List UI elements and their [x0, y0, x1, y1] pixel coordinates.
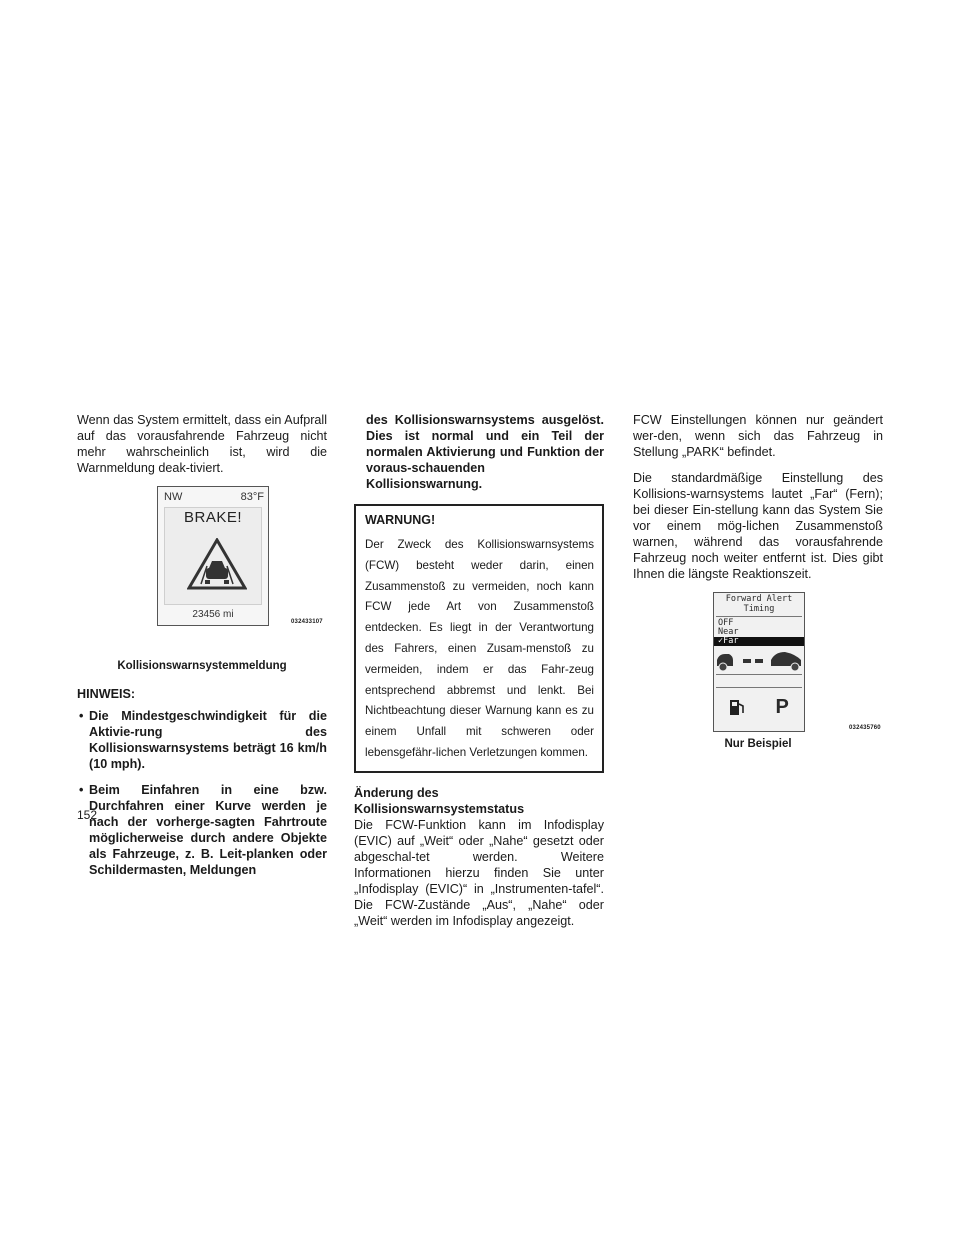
- cluster-display: [157, 486, 269, 626]
- warning-text: Der Zweck des Kollisionswarnsystems (FCW) besteht weder darin, einen Zusammenstoß zu vermeiden, noch kann FCW jede Art von Zusammenstoß entdecken. Es liegt in der Verantwortung des Fahrers, einen Zusam-menstoß zu vermeiden, indem er das Fahr-zeug entsprechend abbremst und lenkt. Bei Nichtbeachtung dieser Warnung kann es zu einem Unfall mit schweren oder lebensgefähr-lichen Verletzungen kommen.: [365, 538, 594, 759]
- compass-heading: NW: [164, 491, 183, 503]
- list-item: • Beim Einfahren in eine bzw. Durchfahren einer Kurve werden je nach der vorherge-sagten Fahrtroute möglicherweise durch andere Objekte als Fahrzeuge, z. B. Leit-planken oder Schildermasten, Meldungen: [79, 783, 327, 877]
- outside-temperature: 83°F: [240, 491, 264, 503]
- column-2: [354, 412, 604, 939]
- collision-warning-icon: [187, 538, 247, 590]
- brake-label: BRAKE!: [183, 509, 243, 526]
- option-far-selected: ✓Far: [714, 637, 804, 646]
- figure-code: 032433107: [291, 619, 323, 625]
- figure-caption: Nur Beispiel: [724, 738, 792, 750]
- collision-warning-figure: [77, 486, 327, 654]
- warning-title: WARNUNG!: [365, 513, 436, 527]
- warning-box: [354, 504, 604, 773]
- section-title: Änderung des Kollisionswarnsystemstatus: [354, 785, 525, 816]
- bullet-icon: •: [79, 783, 84, 797]
- display-title: Forward Alert Timing: [725, 594, 793, 614]
- option-off: OFF: [718, 618, 734, 628]
- note-title: HINWEIS:: [77, 687, 136, 701]
- intro-paragraph: Wenn das System ermittelt, dass ein Aufprall auf das vorausfahrende Fahrzeug nicht mehr wahrscheinlich ist, wird die Warnmeldung deak-tiviert.: [77, 413, 327, 475]
- default-setting-paragraph: Die standardmäßige Einstellung des Kollisions-warnsystems lautet „Far“ (Fern); bei dieser Ein-stellung kann das System Sie vor einem mög-lichen Zusammenstoß warnen, während das vorausfahrende Fahrzeug noch weiter entfernt ist. Dies gibt Ihnen die längste Reaktionszeit.: [633, 471, 883, 581]
- figure-caption: Kollisionswarnsystemmeldung: [117, 660, 287, 672]
- fuel-pump-icon: [729, 698, 745, 716]
- vehicle-distance-icon: [715, 648, 803, 672]
- park-paragraph: FCW Einstellungen können nur geändert wer-den, wenn sich das Fahrzeug in Stellung „PARK“ befindet.: [633, 413, 883, 459]
- column-1: [77, 412, 327, 888]
- section-paragraph: Die FCW-Funktion kann im Infodisplay (EVIC) auf „Weit“ oder „Nahe“ gesetzt oder abgeschal-tet werden. Weitere Informationen hierzu finden Sie unter „Infodisplay (EVIC)“ in „Instrumenten-tafel“. Die FCW-Zustände „Aus“, „Nahe“ oder „Weit“ werden im Infodisplay angezeigt.: [354, 817, 604, 928]
- odometer: 23456 mi: [192, 609, 234, 620]
- option-near: Near: [718, 627, 739, 637]
- figure-code: 032435760: [849, 725, 881, 731]
- list-item: • Die Mindestgeschwindigkeit für die Aktivie-rung des Kollisionswarnsystems beträgt 16 km/h (10 mph).: [79, 709, 327, 771]
- bullet-continuation: des Kollisionswarnsystems ausgelöst. Dies ist normal und ein Teil der normalen Aktivierung und Funktion der voraus-schauenden Kollisionswarnung.: [366, 413, 604, 491]
- brake-warning-panel: [164, 507, 262, 605]
- gear-indicator: P: [775, 696, 789, 718]
- forward-alert-figure: [633, 592, 883, 734]
- bullet-icon: •: [79, 709, 84, 723]
- column-3: [633, 412, 883, 752]
- page-number: 152: [77, 808, 98, 822]
- note-list: [77, 708, 327, 878]
- evic-display: [713, 592, 805, 732]
